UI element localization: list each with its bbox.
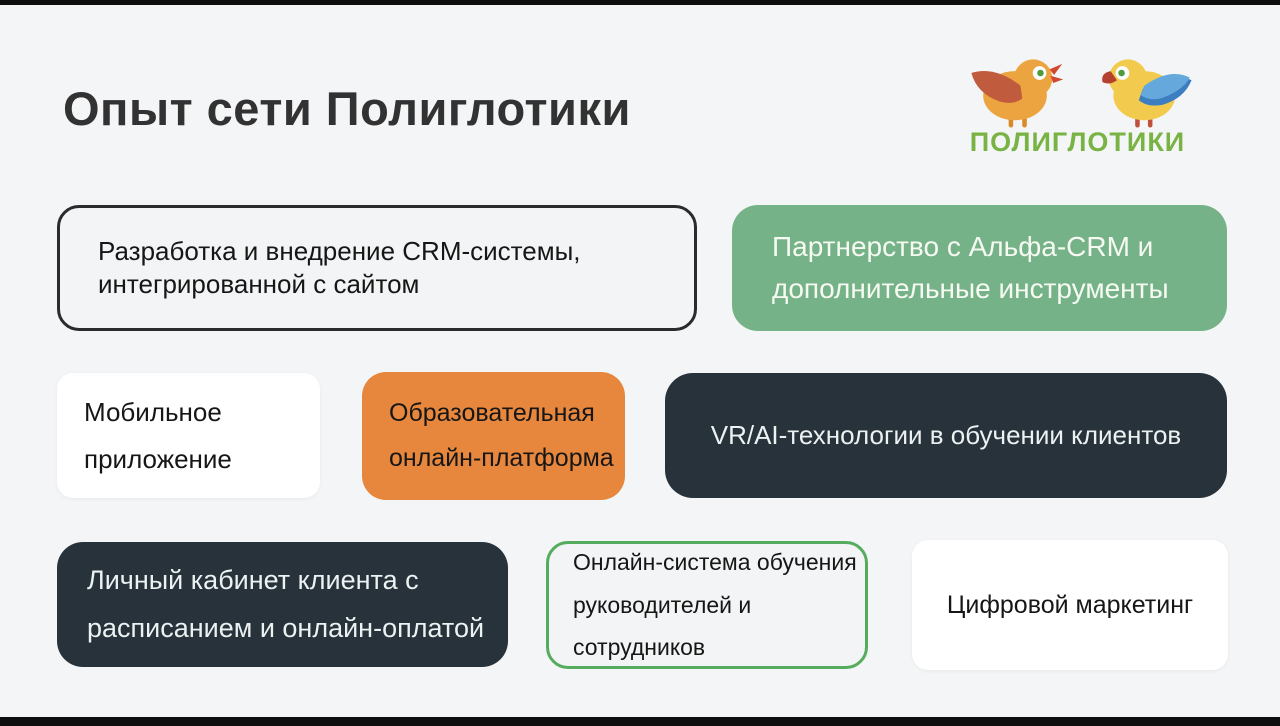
card-line: Цифровой маркетинг [946, 590, 1194, 619]
card-line: VR/AI-технологии в обучении клиентов [710, 420, 1182, 450]
card-line: Образовательная [389, 399, 595, 427]
slide [0, 5, 1280, 717]
card-line: Партнерство с Альфа-CRM и [772, 231, 1154, 262]
card-client-account [57, 542, 508, 667]
card-line: Мобильное [84, 396, 222, 427]
logo [950, 53, 1205, 158]
letterbox-bottom [0, 717, 1280, 726]
card-staff-training-system [546, 541, 868, 669]
yellow-bird-icon [1097, 53, 1197, 133]
card-line: приложение [84, 443, 232, 474]
card-line: интегрированной с сайтом [98, 269, 420, 299]
card-digital-marketing [912, 540, 1228, 670]
orange-bird-icon [959, 53, 1071, 133]
card-mobile-app [57, 373, 320, 498]
card-vr-ai-technologies [665, 373, 1227, 498]
card-alfa-crm-partnership [732, 205, 1227, 331]
card-line: расписанием и онлайн-оплатой [87, 612, 485, 643]
card-line: Разработка и внедрение CRM-системы, [98, 235, 581, 266]
logo-birds [959, 53, 1197, 133]
logo-text: ПОЛИГЛОТИКИ [969, 127, 1186, 157]
card-line: руководителей и сотрудников [573, 591, 752, 661]
card-line: онлайн-платформа [389, 444, 614, 472]
page-title: Опыт сети Полиглотики [63, 82, 631, 135]
card-line: Онлайн-система обучения [573, 549, 857, 576]
card-line: дополнительные инструменты [772, 273, 1169, 304]
card-crm-development [57, 205, 697, 331]
card-line: Личный кабинет клиента с [87, 565, 419, 596]
card-online-platform [362, 372, 625, 500]
letterbox-top [0, 0, 1280, 5]
